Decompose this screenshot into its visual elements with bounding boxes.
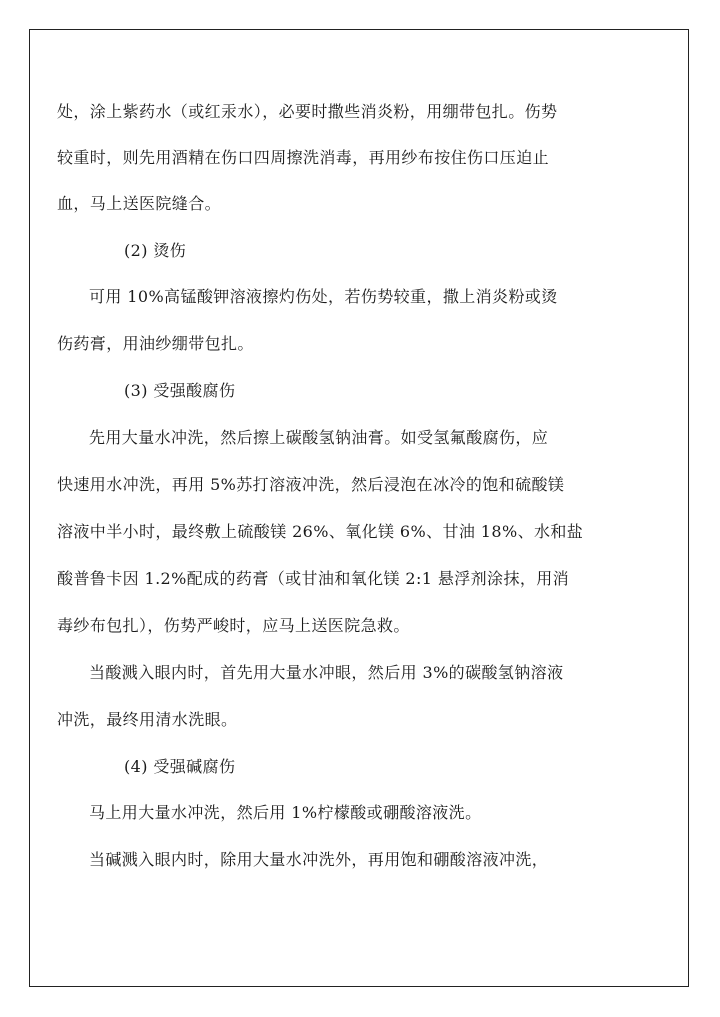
paragraph-line: 可用 10%高锰酸钾溶液擦灼伤处，若伤势较重，撒上消炎粉或烫 (89, 287, 558, 306)
paragraph-line: 溶液中半小时，最终敷上硫酸镁 26%、氧化镁 6%、甘油 18%、水和盐 (57, 522, 584, 541)
paragraph-line: 血，马上送医院缝合。 (57, 194, 222, 213)
paragraph-line: 当碱溅入眼内时，除用大量水冲洗外，再用饱和硼酸溶液冲洗， (89, 850, 549, 869)
paragraph-line: 冲洗，最终用清水洗眼。 (57, 710, 238, 729)
page-border (29, 29, 689, 987)
paragraph-line: 较重时，则先用酒精在伤口四周擦洗消毒，再用纱布按住伤口压迫止 (57, 148, 550, 167)
section-heading-scald: (2) 烫伤 (124, 241, 187, 260)
section-heading-strong-acid: (3) 受强酸腐伤 (124, 381, 236, 400)
paragraph-line: 当酸溅入眼内时，首先用大量水冲眼，然后用 3%的碳酸氢钠溶液 (89, 663, 564, 682)
paragraph-line: 快速用水冲洗，再用 5%苏打溶液冲洗，然后浸泡在冰冷的饱和硫酸镁 (57, 475, 565, 494)
paragraph-line: 酸普鲁卡因 1.2%配成的药膏（或甘油和氧化镁 2:1 悬浮剂涂抹，用消 (57, 569, 570, 588)
paragraph-line: 伤药膏，用油纱绷带包扎。 (57, 334, 254, 353)
paragraph-line: 先用大量水冲洗，然后擦上碳酸氢钠油膏。如受氢氟酸腐伤，应 (89, 428, 549, 447)
section-heading-strong-alkali: (4) 受强碱腐伤 (124, 757, 236, 776)
paragraph-line: 马上用大量水冲洗，然后用 1%柠檬酸或硼酸溶液洗。 (89, 803, 482, 822)
paragraph-line: 毒纱布包扎），伤势严峻时，应马上送医院急救。 (57, 616, 410, 635)
paragraph-line: 处，涂上紫药水（或红汞水），必要时撒些消炎粉，用绷带包扎。伤势 (57, 102, 558, 121)
